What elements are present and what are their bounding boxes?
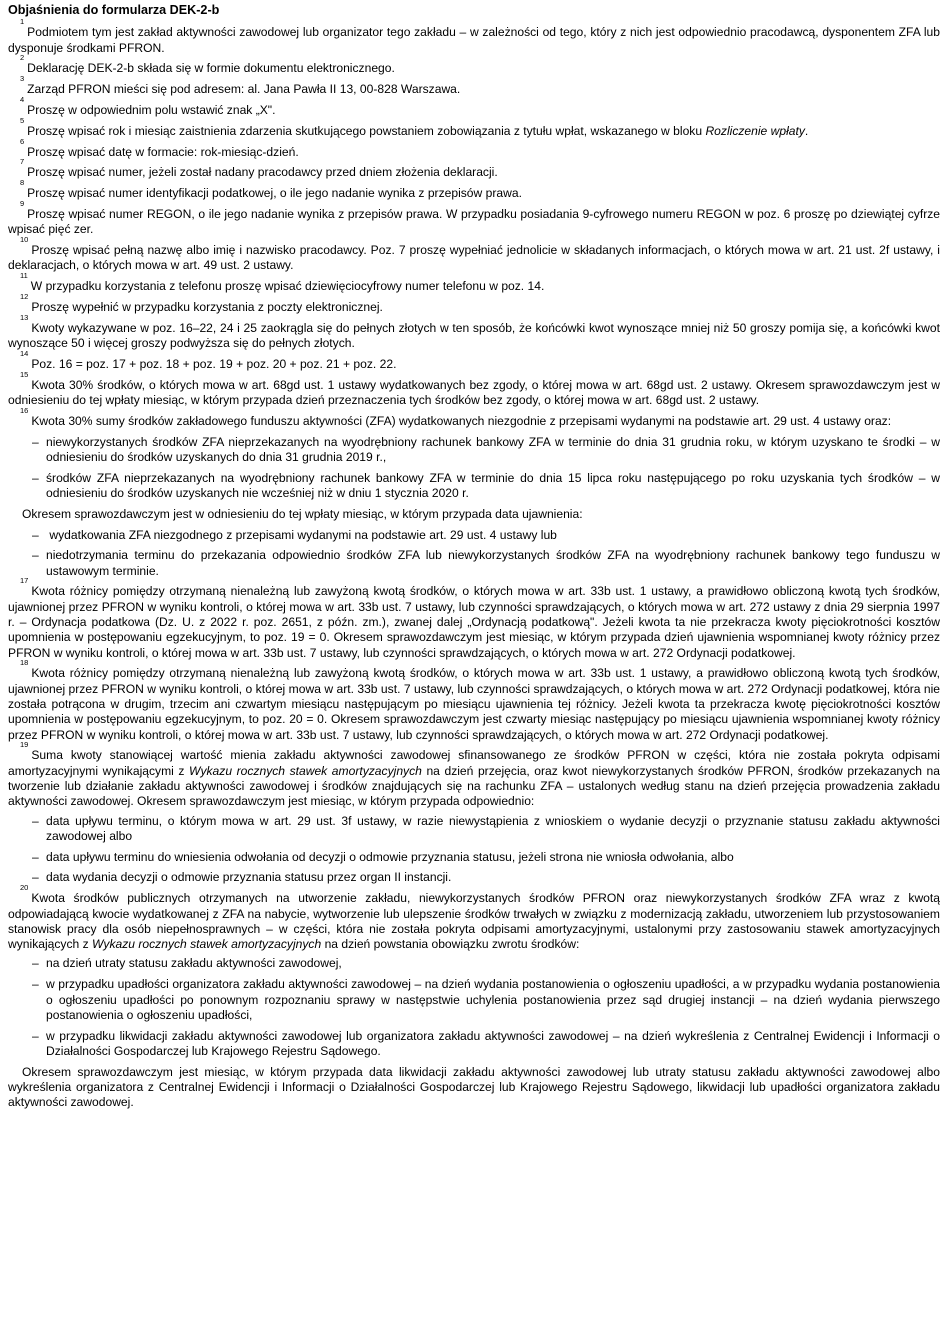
note-text: Suma kwoty stanowiącej wartość mienia zakładu aktywności zawodowej sfinansowanego ze środków PFRON w części, która nie została pokryta odpisami amortyzacyjnymi wynikającymi z [8, 748, 940, 778]
note-16-period: Okresem sprawozdawczym jest w odniesieniu do tej wpłaty miesiąc, w którym przypada data ujawnienia: [22, 506, 583, 521]
note-8 [8, 178, 940, 201]
note-text: Deklarację DEK-2-b składa się w formie dokumentu elektronicznego. [27, 61, 395, 76]
note-16-list [8, 435, 940, 502]
list-item: – na dzień utraty statusu zakładu aktywności zawodowej, [8, 956, 940, 971]
list-item: – niedotrzymania terminu do przekazania odpowiednio środków ZFA lub niewykorzystanych środków ZFA na wyodrębniony rachunek bankowy tego funduszu w ustawowym terminie. [8, 548, 940, 579]
note-20 [8, 883, 940, 952]
note-6 [8, 136, 940, 160]
note-number: 20 [20, 883, 29, 893]
note-number: 1 [20, 17, 25, 27]
note-19 [8, 740, 940, 809]
note-1 [8, 17, 940, 56]
list-item: – data upływu terminu, o którym mowa w art. 29 ust. 3f ustawy, w razie niewystąpienia z wnioskiem o wydanie decyzji o przyznanie statusu zakładu aktywności zawodowej albo [8, 814, 940, 845]
note-number: 3 [20, 74, 25, 84]
note-15 [8, 369, 940, 409]
note-13 [8, 312, 940, 352]
note-text: Proszę wpisać rok i miesiąc zaistnienia zdarzenia skutkującego powstaniem zobowiązania z tytułu wpłat, wskazanego w bloku [27, 123, 706, 138]
note-number: 6 [20, 136, 25, 146]
note-16 [8, 405, 940, 429]
note-text: Proszę wpisać numer identyfikacji podatkowej, o ile jego nadanie wynika z przepisów prawa. [27, 186, 522, 201]
note-number: 19 [20, 740, 29, 750]
note-7 [8, 157, 940, 180]
note-10 [8, 235, 940, 274]
note-text: W przypadku korzystania z telefonu proszę wpisać dziewięciocyfrowy numer telefonu w poz. 14. [30, 279, 545, 294]
note-text: Kwota różnicy pomiędzy otrzymaną nienależną lub zawyżoną kwotą środków, o których mowa w art. 33b ust. 1 ustawy, a prawidłowo obliczoną kwotą tych środków, ujawnionej przez PFRON w wyniku kontroli, o której mowa w art. 33b ust. 7 ustawy, lub czynności sprawdzających, o których mowa w art. 272 Ordynacji podatkowej, która nie została potrącona w drugim, trzecim ani czwartym miesiącu następującym po miesiącu ujawnienia tej różnicy. Jeżeli kwota ta przekracza kwotę pięciokrotności kosztów upomnienia w postępowaniu egzekucyjnym, to poz. 20 = 0. Okresem sprawozdawczym jest czwarty miesiąc następujący po miesiącu ujawnienia wspomnianej kwoty różnicy przez PFRON w wyniku kontroli, o której mowa w art. 33b ust. 7 ustawy, lub czynności sprawdzających, o których mowa w art. 272 Ordynacji podatkowej. [8, 666, 940, 742]
note-number: 4 [20, 94, 25, 104]
note-text: Kwoty wykazywane w poz. 16–22, 24 i 25 zaokrągla się do pełnych złotych w ten sposób, że końcówki kwot wynoszące mniej niż 50 groszy pomija się, a końcówki kwot wynoszące 50 i więcej groszy podwyższa się do pełnych złotych. [8, 320, 940, 351]
note-number: 12 [20, 291, 29, 301]
note-17 [8, 576, 940, 660]
note-3 [8, 74, 940, 97]
list-item: – w przypadku likwidacji zakładu aktywności zawodowej lub organizatora zakładu aktywności zawodowej – na dzień wykreślenia z Centralnej Ewidencji i Informacji o Działalności Gospodarczej lub Krajowego Rejestru Sądowego. [8, 1029, 940, 1060]
note-tail: . [804, 123, 809, 138]
note-text: Podmiotem tym jest zakład aktywności zawodowej lub organizator tego zakładu – w zależności od tego, który z nich jest odpowiednio pracodawcą, dysponentem ZFA lub dysponuje środkami PFRON. [8, 25, 940, 55]
list-item: – data upływu terminu do wniesienia odwołania od decyzji o odmowie przyznania statusu, jeżeli strona nie wniosła odwołania, albo [8, 850, 940, 865]
note-19-list [8, 814, 940, 886]
note-text: Proszę wpisać numer REGON, o ile jego nadanie wynika z przepisów prawa. W przypadku posiadania 9-cyfrowego numeru REGON w poz. 6 proszę po dziewiątej cyfrze wpisać pięć zer. [8, 206, 940, 237]
page-title: Objaśnienia do formularza DEK-2-b [8, 3, 220, 17]
note-number: 8 [20, 178, 25, 188]
note-20-period: Okresem sprawozdawczym jest miesiąc, w którym przypada data likwidacji zakładu aktywności zawodowej lub utraty statusu zakładu aktywności zawodowej albo wykreślenia organizatora z Centralnej Ewidencji i Informacji o Działalności Gospodarczej lub Krajowego Rejestru Sądowego, likwidacji lub upadłości organizatora zakładu aktywności zawodowej. [8, 1064, 940, 1110]
note-text-cont: na dzień przejęcia, oraz kwot niewykorzystanych środków PFRON, środków przekazanych na tworzenie lub działanie zakładu aktywności zawodowej i środków znajdujących się na rachunku ZFA – ustalonych według stanu na dzień przejęcia prowadzenia zakładu aktywności zawodowej. Okresem sprawozdawczym jest miesiąc, w którym przypada odpowiednio: [8, 763, 940, 809]
note-number: 17 [20, 576, 29, 586]
note-16-period-list [8, 528, 940, 579]
note-text: Kwota 30% środków, o których mowa w art. 68gd ust. 1 ustawy wydatkowanych bez zgody, o której mowa w art. 68gd ust. 2 ustawy. Okresem sprawozdawczym jest w odniesieniu do tej wpłaty miesiąc, w którym przypada dzień przeznaczenia tych środków bez zgody, o której mowa w art. 68gd ust. 2 ustawy. [8, 377, 940, 407]
list-item: – data wydania decyzji o odmowie przyznania statusu przez organ II instancji. [8, 870, 940, 885]
note-14 [8, 348, 940, 372]
note-italic: Wykazu rocznych stawek amortyzacyjnych [92, 937, 322, 952]
note-text-cont: na dzień powstania obowiązku zwrotu środków: [321, 937, 580, 952]
note-text: Proszę wypełnić w przypadku korzystania z poczty elektronicznej. [31, 299, 383, 314]
list-item: – wydatkowania ZFA niezgodnego z przepisami wydanymi na podstawie art. 29 ust. 4 ustawy lub [8, 528, 940, 543]
note-number: 5 [20, 115, 25, 125]
note-text: Proszę wpisać datę w formacie: rok-miesiąc-dzień. [27, 144, 299, 159]
note-text: Proszę wpisać numer, jeżeli został nadany pracodawcy przed dniem złożenia deklaracji. [27, 165, 498, 180]
note-text: Kwota środków publicznych otrzymanych na utworzenie zakładu, niewykorzystanych środków PFRON oraz niewykorzystanych środków ZFA wraz z kwotą odpowiadającą kwocie wydatkowanej z ZFA na nabycie, wytworzenie lub ulepszenie środków trwałych w związku z modernizacją zakładu, utworzeniem lub przystosowaniem stanowisk pracy dla osób niepełnosprawnych – w części, która nie została pokryta odpisami amortyzacyjnymi, ustalonymi przy zastosowaniu stawek amortyzacyjnych wynikających z [8, 891, 940, 952]
note-4 [8, 94, 940, 118]
note-2 [8, 53, 940, 76]
note-text: Kwota 30% sumy środków zakładowego funduszu aktywności (ZFA) wydatkowanych niezgodnie z przepisami wydanymi na podstawie art. 29 ust. 4 ustawy oraz: [31, 413, 892, 428]
note-5 [8, 115, 940, 139]
note-9 [8, 198, 940, 238]
note-number: 7 [20, 157, 25, 167]
note-number: 15 [20, 369, 29, 379]
note-italic: Wykazu rocznych stawek amortyzacyjnych [189, 763, 422, 778]
note-text: Zarząd PFRON mieści się pod adresem: al. Jana Pawła II 13, 00-828 Warszawa. [27, 82, 461, 97]
note-20-list [8, 956, 940, 1059]
note-number: 11 [20, 271, 28, 281]
note-text: Proszę wpisać pełną nazwę albo imię i nazwisko pracodawcy. Poz. 7 proszę wypełniać jednolicie w składanych informacjach, o których mowa w art. 21 ust. 2f ustawy, i deklaracjach, o których mowa w art. 49 ust. 2 ustawy. [8, 243, 940, 273]
note-number: 2 [20, 53, 25, 63]
note-12 [8, 291, 940, 315]
note-11 [8, 271, 940, 294]
note-text: Proszę w odpowiednim polu wstawić znak „X". [27, 102, 276, 117]
note-number: 14 [20, 348, 29, 358]
list-item: – niewykorzystanych środków ZFA nieprzekazanych na wyodrębniony rachunek bankowy ZFA w terminie do dnia 31 grudnia roku, w którym uzyskano te środki – w odniesieniu do środków uzyskanych do dnia 31 grudnia 2019 r., [8, 435, 940, 466]
list-item: – w przypadku upadłości organizatora zakładu aktywności zawodowej – na dzień wydania postanowienia o ogłoszeniu upadłości, a w przypadku wydania postanowienia o ogłoszeniu upadłości po ponownym rozpoznaniu sprawy w następstwie uchylenia postanowienia przez sąd drugiej instancji – na dzień wydania pierwszego postanowienia o ogłoszeniu upadłości, [8, 977, 940, 1023]
note-number: 9 [20, 198, 25, 208]
note-text: Poz. 16 = poz. 17 + poz. 18 + poz. 19 + poz. 20 + poz. 21 + poz. 22. [31, 356, 397, 371]
note-number: 13 [20, 312, 29, 322]
note-number: 18 [20, 658, 29, 668]
note-number: 10 [20, 235, 29, 245]
note-italic: Rozliczenie wpłaty [705, 123, 805, 138]
note-number: 16 [20, 405, 29, 415]
note-text: Kwota różnicy pomiędzy otrzymaną nienależną lub zawyżoną kwotą środków, o których mowa w art. 33b ust. 1 ustawy, a prawidłowo obliczoną kwotą tych środków, ujawnionej przez PFRON w wyniku kontroli, o której mowa w art. 33b ust. 7 ustawy, lub czynności sprawdzających, o których mowa w art. 272 ustawy z dnia 29 sierpnia 1997 r. – Ordynacja podatkowa (Dz. U. z 2022 r. poz. 2651, z późn. zm.), zwanej dalej „Ordynacją podatkową". Jeżeli kwota ta nie przekracza kwoty pięciokrotności kosztów upomnienia w postępowaniu egzekucyjnym, to poz. 19 = 0. Okresem sprawozdawczym jest miesiąc, w którym przypada dzień ujawnienia wspomnianej kwoty różnicy przez PFRON w wyniku kontroli, o której mowa w art. 33b ust. 7 ustawy, lub czynności sprawdzających, o których mowa w art. 272 Ordynacji podatkowej. [8, 584, 940, 660]
note-18 [8, 658, 940, 742]
list-item: – środków ZFA nieprzekazanych na wyodrębniony rachunek bankowy ZFA w terminie do dnia 15 lipca roku następującego po roku uzyskania tych środków – w odniesieniu do środków uzyskanych nie wcześniej niż w dniu 1 stycznia 2020 r. [8, 471, 940, 502]
